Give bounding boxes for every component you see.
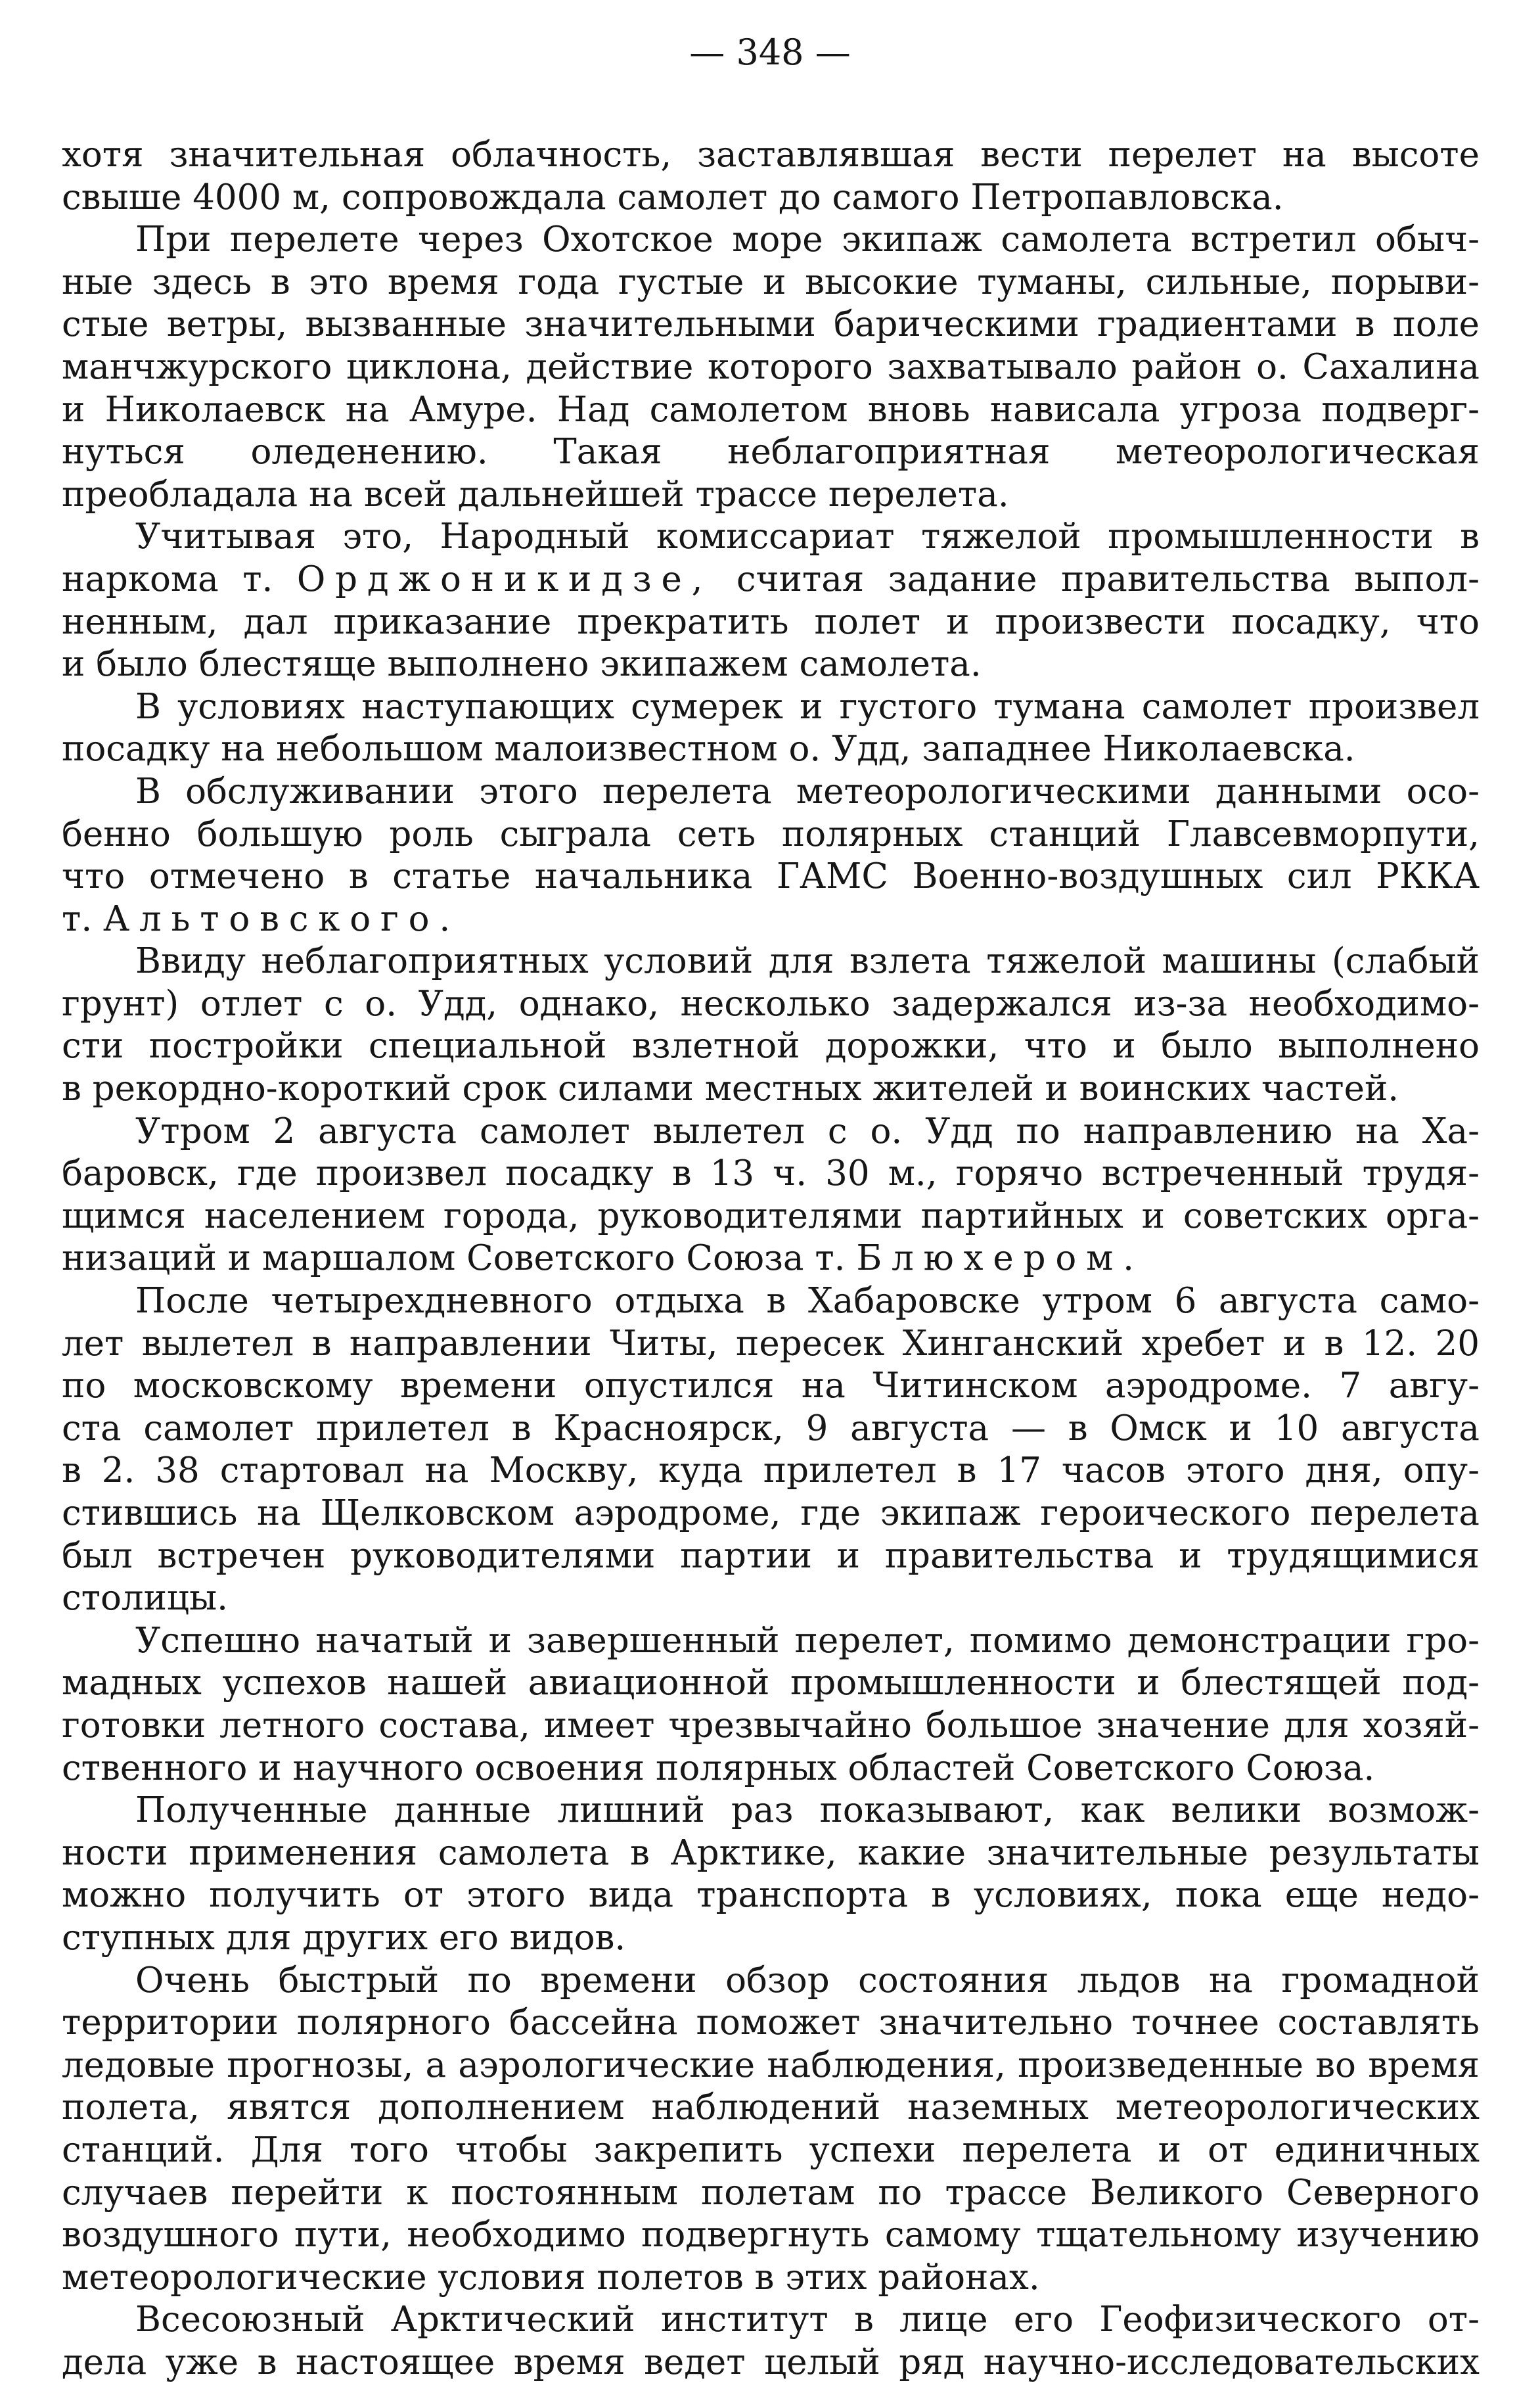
text-line: в рекордно-короткий срок силами местных жителей и воинских частей. (62, 1069, 1399, 1109)
text-line: случаев перейти к постоянным полетам по трассе Великого Северного (62, 2172, 1480, 2213)
text-segment: считая задание правительства выпол- (712, 559, 1480, 599)
text-line: метеорологические условия полетов в этих районах. (62, 2257, 1040, 2298)
text-line: свыше 4000 м, сопровождала самолет до самого Петропавловска. (62, 177, 1284, 218)
text-line: ненным, дал приказание прекратить полет и произвести посадку, что (62, 601, 1480, 642)
text-line: Учитывая это, Народный комиссариат тяжелой промышленности в (135, 517, 1480, 557)
text-line: сти постройки специальной взлетной дорожки, что и было выполнено (62, 1026, 1480, 1067)
text-line: После четырехдневного отдыха в Хабаровске утром 6 августа само- (135, 1281, 1480, 1322)
text-line: ста самолет прилетел в Красноярск, 9 августа — в Омск и 10 августа (62, 1408, 1480, 1448)
text-line: посадку на небольшом малоизвестном о. Удд, западнее Николаевска. (62, 729, 1355, 770)
text-line: Полученные данные лишний раз показывают, как велики возмож- (135, 1790, 1480, 1831)
paragraph (62, 686, 1480, 771)
paragraph (62, 134, 1480, 219)
text-line: грунт) отлет с о. Удд, однако, несколько задержался из-за необходимо- (62, 983, 1480, 1024)
text-line: и Николаевск на Амуре. Над самолетом вновь нависала угроза подверг- (62, 389, 1480, 430)
paragraph (62, 2299, 1480, 2384)
text-line: можно получить от этого вида транспорта в условиях, пока еще недо- (62, 1875, 1480, 1916)
text-line: стые ветры, вызванные значительными барическими градиентами в поле (62, 304, 1480, 345)
text-line (62, 898, 1480, 941)
spaced-name: Альтовского. (103, 898, 461, 939)
paragraph (62, 1620, 1480, 1790)
text-line: дела уже в настоящее время ведет целый ряд научно-исследовательских (62, 2342, 1480, 2382)
text-line: ледовые прогнозы, а аэрологические наблюдения, произведенные во время (62, 2045, 1480, 2085)
text-segment: низаций и маршалом Советского Союза т. (62, 1238, 857, 1279)
spaced-name: Блюхером. (856, 1238, 1144, 1279)
text-line: нуться оледенению. Такая неблагоприятная метеорологическая (62, 432, 1480, 473)
text-line: ступных для других его видов. (62, 1917, 626, 1958)
text-line: манчжурского циклона, действие которого захватывало район о. Сахалина (62, 346, 1480, 387)
text-line: полета, явятся дополнением наблюдений наземных метеорологических (62, 2087, 1480, 2128)
text-line: мадных успехов нашей авиационной промышленности и блестящей под- (62, 1663, 1480, 1703)
text-line: Успешно начатый и завершенный перелет, помимо демонстрации гро- (135, 1620, 1480, 1661)
text-line: в 2. 38 стартовал на Москву, куда прилетел в 17 часов этого дня, опу- (62, 1450, 1480, 1491)
text-line: ные здесь в это время года густые и высокие туманы, сильные, порыви- (62, 262, 1480, 302)
text-line: бенно большую роль сыграла сеть полярных станций Главсевморпути, (62, 814, 1480, 854)
text-line: воздушного пути, необходимо подвергнуть самому тщательному изучению (62, 2215, 1480, 2256)
paragraph (62, 771, 1480, 940)
text-segment: наркома т. (62, 559, 297, 599)
text-line: ственного и научного освоения полярных областей Советского Союза. (62, 1748, 1375, 1788)
body-text (62, 134, 1480, 2384)
text-line: Утром 2 августа самолет вылетел с о. Удд по направлению на Ха- (135, 1111, 1480, 1151)
text-line: что отмечено в статье начальника ГАМС Военно-воздушных сил РККА (62, 856, 1480, 897)
text-line: При перелете через Охотское море экипаж самолета встретил обыч- (135, 220, 1480, 260)
text-line: станций. Для того чтобы закрепить успехи перелета и от единичных (62, 2129, 1480, 2170)
text-line: Всесоюзный Арктический институт в лице его Геофизического от- (135, 2300, 1480, 2340)
text-line: лет вылетел в направлении Читы, пересек Хинганский хребет и в 12. 20 (62, 1323, 1480, 1364)
text-line: столицы. (62, 1578, 229, 1619)
text-line: Очень быстрый по времени обзор состояния льдов на громадной (135, 1960, 1480, 2001)
spaced-name: Орджоникидзе, (296, 559, 713, 599)
paragraph (62, 1960, 1480, 2300)
text-line: преобладала на всей дальнейшей трассе перелета. (62, 474, 1009, 515)
text-line: баровск, где произвел посадку в 13 ч. 30 м., горячо встреченный трудя- (62, 1153, 1480, 1194)
paragraph (62, 1111, 1480, 1280)
text-line: хотя значительная облачность, заставлявшая вести перелет на высоте (62, 135, 1480, 175)
text-line: и было блестяще выполнено экипажем самолета. (62, 644, 982, 685)
text-line: стившись на Щелковском аэродроме, где экипаж героического перелета (62, 1493, 1480, 1533)
text-line: ности применения самолета в Арктике, какие значительные результаты (62, 1832, 1480, 1873)
text-line (62, 1238, 1480, 1280)
text-line: по московскому времени опустился на Читинском аэродроме. 7 авгу- (62, 1366, 1480, 1406)
paragraph (62, 1280, 1480, 1620)
text-line: В условиях наступающих сумерек и густого тумана самолет произвел (135, 686, 1480, 727)
paragraph (62, 516, 1480, 685)
paragraph (62, 940, 1480, 1110)
text-line: Ввиду неблагоприятных условий для взлета тяжелой машины (слабый (135, 941, 1480, 982)
paragraph (62, 1790, 1480, 1959)
text-line: В обслуживании этого перелета метеорологическими данными осо- (135, 771, 1480, 812)
text-line (62, 559, 1480, 601)
text-line: был встречен руководителями партии и правительства и трудящимися (62, 1535, 1480, 1576)
text-segment: т. (62, 898, 104, 939)
text-line: готовки летного состава, имеет чрезвычайно большое значение для хозяй- (62, 1705, 1480, 1746)
page-number: — 348 — (689, 32, 851, 73)
text-line: щимся населением города, руководителями партийных и советских орга- (62, 1195, 1480, 1236)
paragraph (62, 219, 1480, 516)
text-line: территории полярного бассейна поможет значительно точнее составлять (62, 2003, 1480, 2043)
